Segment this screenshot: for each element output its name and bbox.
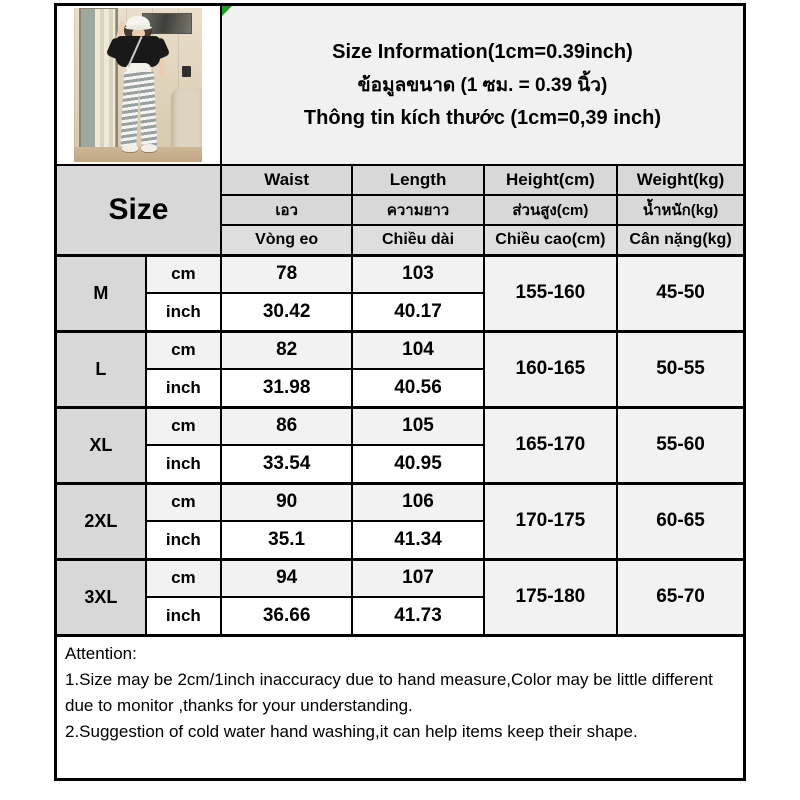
attention-note xyxy=(56,635,745,779)
weight-range-value: 65-70 xyxy=(617,559,744,635)
height-range-value: 175-180 xyxy=(484,559,617,635)
mirror xyxy=(79,8,118,153)
unit-inch-cell: inch xyxy=(146,521,221,559)
height-range-value: 165-170 xyxy=(484,407,617,483)
size-label-cell: 3XL xyxy=(56,559,146,635)
size-label-cell: L xyxy=(56,331,146,407)
height-range-value: 170-175 xyxy=(484,483,617,559)
length-header-en: Length xyxy=(352,165,483,195)
weight-range-value: 60-65 xyxy=(617,483,744,559)
waist-inch-value: 35.1 xyxy=(221,521,352,559)
unit-inch-cell: inch xyxy=(146,369,221,407)
column-header-row-en xyxy=(56,165,745,195)
size-xl-cm-row xyxy=(56,407,745,445)
size-label-cell: M xyxy=(56,255,146,331)
length-inch-value: 40.56 xyxy=(352,369,483,407)
attention-line-2: 2.Suggestion of cold water hand washing,it can help items keep their shape. xyxy=(65,721,638,741)
size-3xl-cm-row xyxy=(56,559,745,597)
length-inch-value: 40.17 xyxy=(352,293,483,331)
length-header-th: ความยาว xyxy=(352,195,483,225)
waist-cm-value: 86 xyxy=(221,407,352,445)
waist-inch-value: 33.54 xyxy=(221,445,352,483)
length-cm-value: 105 xyxy=(352,407,483,445)
length-header-vi: Chiều dài xyxy=(352,225,483,255)
unit-cm-cell: cm xyxy=(146,331,221,369)
size-label-cell: XL xyxy=(56,407,146,483)
weight-header-en: Weight(kg) xyxy=(617,165,744,195)
model-photo-image xyxy=(74,8,202,162)
title-cell xyxy=(221,5,745,166)
wall-switch xyxy=(182,66,191,77)
height-header-th: ส่วนสูง(cm) xyxy=(484,195,617,225)
page-title-en: Size Information(1cm=0.39inch) xyxy=(332,40,633,63)
page-title-th: ข้อมูลขนาด (1 ซม. = 0.39 นิ้ว) xyxy=(357,74,608,96)
size-2xl-cm-row xyxy=(56,483,745,521)
length-cm-value: 107 xyxy=(352,559,483,597)
length-inch-value: 40.95 xyxy=(352,445,483,483)
length-cm-value: 103 xyxy=(352,255,483,293)
attention-title: Attention: xyxy=(65,643,137,663)
unit-cm-cell: cm xyxy=(146,483,221,521)
unit-inch-cell: inch xyxy=(146,293,221,331)
size-m-cm-row xyxy=(56,255,745,293)
model-photo-cell xyxy=(56,5,221,166)
waist-inch-value: 36.66 xyxy=(221,597,352,635)
title-block xyxy=(223,36,742,135)
weight-range-value: 50-55 xyxy=(617,331,744,407)
weight-range-value: 45-50 xyxy=(617,255,744,331)
size-label-cell: 2XL xyxy=(56,483,146,559)
length-inch-value: 41.73 xyxy=(352,597,483,635)
size-l-cm-row xyxy=(56,331,745,369)
waist-cm-value: 82 xyxy=(221,331,352,369)
length-cm-value: 106 xyxy=(352,483,483,521)
length-cm-value: 104 xyxy=(352,331,483,369)
weight-header-vi: Cân nặng(kg) xyxy=(617,225,744,255)
height-range-value: 155-160 xyxy=(484,255,617,331)
waist-cm-value: 94 xyxy=(221,559,352,597)
unit-inch-cell: inch xyxy=(146,445,221,483)
wood-floor xyxy=(74,147,202,162)
green-corner-marker xyxy=(222,6,232,16)
header-row xyxy=(56,5,745,166)
height-header-vi: Chiều cao(cm) xyxy=(484,225,617,255)
waist-header-en: Waist xyxy=(221,165,352,195)
size-header-cell: Size xyxy=(56,165,221,255)
waist-inch-value: 31.98 xyxy=(221,369,352,407)
curtain xyxy=(95,9,115,151)
unit-cm-cell: cm xyxy=(146,407,221,445)
page-title-vi: Thông tin kích thước (1cm=0,39 inch) xyxy=(303,106,662,129)
unit-inch-cell: inch xyxy=(146,597,221,635)
attention-line-1: 1.Size may be 2cm/1inch inaccuracy due to hand measure,Color may be little different due to monitor ,thanks for your understanding. xyxy=(65,669,713,715)
waist-header-vi: Vòng eo xyxy=(221,225,352,255)
attention-row xyxy=(56,635,745,779)
unit-cm-cell: cm xyxy=(146,559,221,597)
unit-cm-cell: cm xyxy=(146,255,221,293)
waist-cm-value: 78 xyxy=(221,255,352,293)
right-sneaker xyxy=(141,144,157,152)
size-table xyxy=(54,3,746,781)
height-header-en: Height(cm) xyxy=(484,165,617,195)
waist-inch-value: 30.42 xyxy=(221,293,352,331)
waist-cm-value: 90 xyxy=(221,483,352,521)
length-inch-value: 41.34 xyxy=(352,521,483,559)
waist-header-th: เอว xyxy=(221,195,352,225)
weight-header-th: น้ำหนัก(kg) xyxy=(617,195,744,225)
height-range-value: 160-165 xyxy=(484,331,617,407)
left-sneaker xyxy=(122,144,138,152)
weight-range-value: 55-60 xyxy=(617,407,744,483)
